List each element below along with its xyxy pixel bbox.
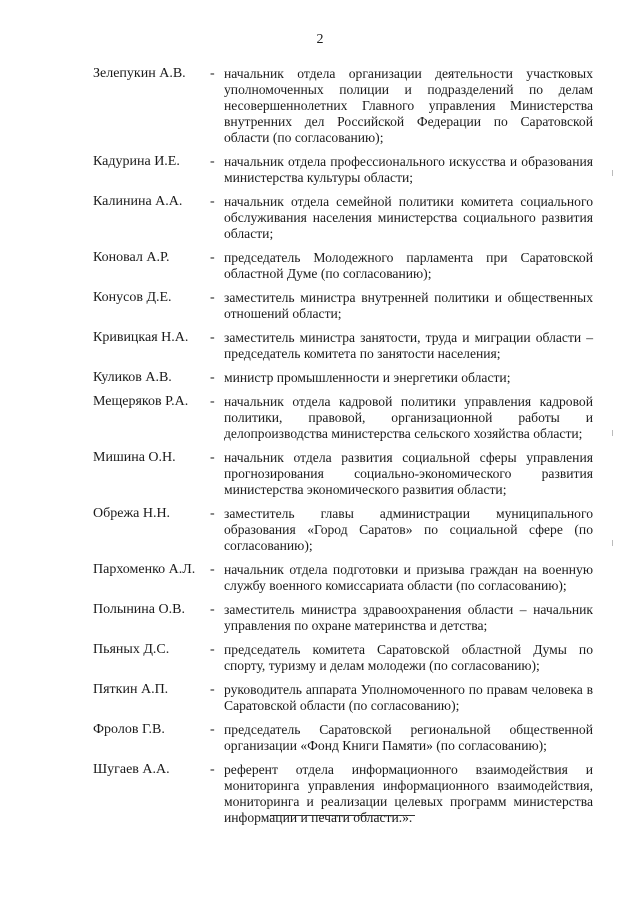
roster-entry <box>93 330 593 362</box>
member-position: министр промышленности и энергетики области; <box>224 370 511 385</box>
entry-spacer <box>93 186 593 194</box>
list-dash: - <box>210 394 215 409</box>
list-dash: - <box>210 330 215 345</box>
entry-spacer <box>93 282 593 290</box>
member-position: председатель Молодежного парламента при Саратовской областной Думе (по согласованию); <box>224 250 593 281</box>
member-roster <box>93 66 593 826</box>
scan-mark <box>612 170 613 176</box>
member-position: начальник отдела кадровой политики управления кадровой политики, правовой, организационной работы и делопроизводства министерства сельского хозяйства области; <box>224 394 593 441</box>
member-name: Коновал А.Р. <box>93 250 170 265</box>
roster-entry <box>93 762 593 826</box>
list-dash: - <box>210 66 215 81</box>
roster-entry <box>93 394 593 442</box>
roster-entry <box>93 722 593 754</box>
list-dash: - <box>210 682 215 697</box>
member-position: начальник отдела семейной политики комитета социального обслуживания населения министерства социального развития области; <box>224 194 593 241</box>
roster-entry <box>93 506 593 554</box>
member-position: заместитель главы администрации муниципального образования «Город Саратов» по социальной сфере (по согласованию); <box>224 506 593 553</box>
member-name: Шугаев А.А. <box>93 762 170 777</box>
list-dash: - <box>210 642 215 657</box>
roster-entry <box>93 290 593 322</box>
member-position: руководитель аппарата Уполномоченного по правам человека в Саратовской области (по согласованию); <box>224 682 593 713</box>
entry-spacer <box>93 498 593 506</box>
list-dash: - <box>210 602 215 617</box>
member-name: Кадурина И.Е. <box>93 154 180 169</box>
list-dash: - <box>210 250 215 265</box>
roster-entry <box>93 154 593 186</box>
roster-entry <box>93 642 593 674</box>
member-position: заместитель министра занятости, труда и миграции области – председатель комитета по занятости населения; <box>224 330 593 361</box>
page-number: 2 <box>316 32 324 47</box>
member-name: Полынина О.В. <box>93 602 185 617</box>
member-name: Пяткин А.П. <box>93 682 169 697</box>
member-position: начальник отдела подготовки и призыва граждан на военную службу военного комиссариата области (по согласованию); <box>224 562 593 593</box>
entry-spacer <box>93 322 593 330</box>
roster-entry <box>93 66 593 146</box>
entry-spacer <box>93 754 593 762</box>
entry-spacer <box>93 362 593 370</box>
member-name: Обрежа Н.Н. <box>93 506 171 521</box>
member-position: председатель комитета Саратовской областной Думы по спорту, туризму и делам молодежи (по согласованию); <box>224 642 593 673</box>
entry-spacer <box>93 594 593 602</box>
list-dash: - <box>210 506 215 521</box>
member-name: Куликов А.В. <box>93 370 172 385</box>
member-name: Мещеряков Р.А. <box>93 394 189 409</box>
member-position: референт отдела информационного взаимодействия и мониторинга управления информационного взаимодействия, мониторинга и реализации целевых программ министерства информации и печати области.». <box>224 762 593 825</box>
list-dash: - <box>210 290 215 305</box>
roster-entry <box>93 370 593 386</box>
member-position: председатель Саратовской региональной общественной организации «Фонд Книги Памяти» (по согласованию); <box>224 722 593 753</box>
list-dash: - <box>210 722 215 737</box>
member-name: Пьяных Д.С. <box>93 642 170 657</box>
entry-spacer <box>93 674 593 682</box>
member-position: заместитель министра здравоохранения области – начальник управления по охране материнства и детства; <box>224 602 593 633</box>
roster-entry <box>93 682 593 714</box>
entry-spacer <box>93 554 593 562</box>
member-position: начальник отдела профессионального искусства и образования министерства культуры области; <box>224 154 593 185</box>
entry-spacer <box>93 242 593 250</box>
roster-entry <box>93 250 593 282</box>
scan-mark <box>612 540 613 546</box>
list-dash: - <box>210 762 215 777</box>
member-name: Кривицкая Н.А. <box>93 330 189 345</box>
member-name: Конусов Д.Е. <box>93 290 172 305</box>
entry-spacer <box>93 442 593 450</box>
member-position: заместитель министра внутренней политики и общественных отношений области; <box>224 290 593 321</box>
list-dash: - <box>210 194 215 209</box>
member-position: начальник отдела развития социальной сферы управления прогнозирования социально-экономического развития министерства экономического развития области; <box>224 450 593 497</box>
scan-mark <box>612 430 613 436</box>
entry-spacer <box>93 146 593 154</box>
roster-entry <box>93 450 593 498</box>
member-name: Фролов Г.В. <box>93 722 165 737</box>
list-dash: - <box>210 154 215 169</box>
member-name: Калинина А.А. <box>93 194 183 209</box>
roster-entry <box>93 562 593 594</box>
member-name: Мишина О.Н. <box>93 450 176 465</box>
member-name: Зелепукин А.В. <box>93 66 186 81</box>
list-dash: - <box>210 370 215 385</box>
closing-rule <box>270 815 415 816</box>
list-dash: - <box>210 562 215 577</box>
list-dash: - <box>210 450 215 465</box>
member-position: начальник отдела организации деятельности участковых уполномоченных полиции и подразделений по делам несовершеннолетних Главного управления Министерства внутренних дел Российской Федерации по Саратовской области (по согласованию); <box>224 66 593 145</box>
entry-spacer <box>93 386 593 394</box>
entry-spacer <box>93 714 593 722</box>
entry-spacer <box>93 634 593 642</box>
member-name: Пархоменко А.Л. <box>93 562 196 577</box>
roster-entry <box>93 194 593 242</box>
roster-entry <box>93 602 593 634</box>
